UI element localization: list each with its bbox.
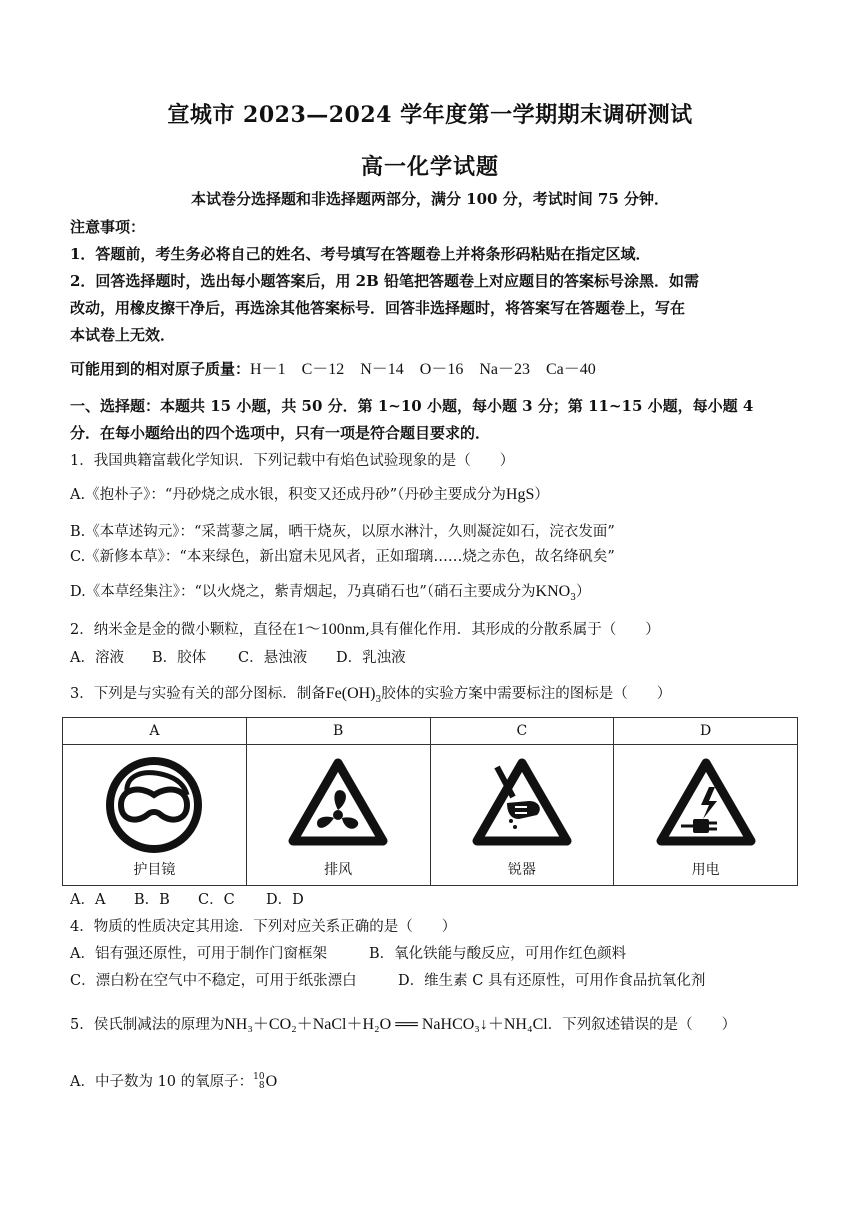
icons-header-c: C — [430, 718, 614, 745]
notes-item-2-line-1: 2．回答选择题时，选出每小题答案后，用 2B 铅笔把答题卷上对应题目的答案标号涂黑．如需 — [70, 272, 700, 290]
q4-stem: 4．物质的性质决定其用途．下列对应关系正确的是（ ） — [70, 919, 457, 935]
icons-caption-a: 护目镜 — [133, 862, 176, 878]
q5-option-a-text: A．中子数为 10 的氧原子： — [70, 1074, 254, 1090]
q5-isotope-symbol: O — [265, 1073, 278, 1090]
q1-option-b: B.《本草述钩元》：“采蒿蓼之属，晒干烧灰，以原水淋汁，久则凝淀如石，浣衣发面” — [70, 524, 615, 540]
q1-stem: 1．我国典籍富载化学知识．下列记载中有焰色试验现象的是（ ） — [70, 453, 515, 469]
q3-option-c: C．C — [198, 892, 235, 908]
q5-stem — [70, 1015, 736, 1035]
lab-icons-table — [62, 717, 798, 886]
q4-option-a: A．铝有强还原性，可用于制作门窗框架 — [70, 946, 327, 962]
q5-mass-number: 10 — [253, 1072, 265, 1082]
q2-option-a: A．溶液 — [70, 650, 124, 666]
q5-stem-pre: 5．侯氏制减法的原理为 — [70, 1017, 225, 1033]
q1-option-a — [70, 485, 549, 505]
q2-option-b: B．胶体 — [152, 650, 207, 666]
q2-stem-formula: 1～100nm — [296, 621, 366, 638]
icons-caption-d: 用电 — [691, 862, 720, 878]
q5-option-a — [70, 1072, 277, 1092]
q3-options — [70, 890, 304, 910]
notes-item-2-line-2: 改动，用橡皮擦干净后，再选涂其他答案标号．回答非选择题时，将答案写在答题卷上，写在 — [70, 299, 686, 317]
q3-option-b: B．B — [134, 892, 170, 908]
q4-option-c: C．漂白粉在空气中不稳定，可用于纸张漂白 — [70, 973, 357, 989]
q5-isotope-numbers — [253, 1073, 264, 1091]
icons-cell-b — [246, 745, 430, 886]
q3-stem-pre: 3．下列是与实验有关的部分图标．制备 — [70, 686, 326, 702]
q2-stem — [70, 620, 660, 640]
q1-option-d-end: ） — [575, 584, 591, 600]
q3-stem-formula: Fe(OH) — [325, 685, 376, 702]
q5-stem-post: ．下列叙述错误的是（ ） — [547, 1017, 737, 1033]
q1-option-d-formula: KNO — [535, 583, 571, 600]
icons-cell-a — [63, 745, 247, 886]
q4-option-d: D．维生素 C 具有还原性，可用作食品抗氧化剂 — [398, 973, 706, 989]
q1-option-d — [70, 582, 590, 608]
notes-heading: 注意事项： — [70, 218, 146, 236]
q2-stem-pre: 2．纳米金是金的微小颗粒，直径在 — [70, 622, 297, 638]
notes-item-1: 1．答题前，考生务必将自己的姓名、考号填写在答题卷上并将条形码粘贴在指定区域． — [70, 245, 651, 263]
q5-equation: NH₃＋CO₂＋NaCl＋H₂O ══ NaHCO₃↓＋NH₄Cl — [224, 1016, 548, 1033]
icons-header-a: A — [63, 718, 247, 745]
q1-option-a-end: ） — [534, 487, 549, 503]
exam-title: 宣城市 2023—2024 学年度第一学期期末调研测试 — [167, 102, 693, 128]
q1-option-a-text: A.《抱朴子》：“丹砂烧之成水银，积变又还成丹砂”（丹砂主要成分为 — [70, 487, 506, 503]
q4-options-row-1 — [70, 944, 626, 964]
q3-option-a: A．A — [70, 892, 106, 908]
q2-option-c: C．悬浊液 — [238, 650, 308, 666]
atomic-mass-label: 可能用到的相对原子质量： — [70, 360, 251, 378]
q3-stem-post: 胶体的实验方案中需要标注的图标是（ ） — [381, 686, 672, 702]
q1-option-a-formula: HgS — [505, 486, 535, 503]
icons-header-d: D — [614, 718, 798, 745]
icons-caption-c: 锐器 — [507, 862, 536, 878]
atomic-mass-values: H－1 C－12 N－14 O－16 Na－23 Ca－40 — [250, 361, 596, 378]
q1-option-c: C.《新修本草》：“本来绿色，新出窟未见风者，正如瑠璃……烧之赤色，故名绛矾矣” — [70, 549, 615, 565]
icons-caption-b: 排风 — [324, 862, 353, 878]
q2-stem-post: ,具有催化作用．其形成的分散系属于（ ） — [365, 622, 660, 638]
exam-subtitle: 高一化学试题 — [360, 154, 499, 180]
q3-stem — [70, 684, 671, 710]
exam-intro: 本试卷分选择题和非选择题两部分，满分 100 分，考试时间 75 分钟． — [190, 190, 670, 208]
q2-options — [70, 648, 406, 668]
q5-atomic-number: 8 — [258, 1081, 265, 1091]
q1-option-d-text: D.《本草经集注》：“以火烧之，紫青烟起，乃真硝石也”（硝石主要成分为 — [70, 584, 536, 600]
goggles-icon — [99, 753, 209, 853]
fan-icon — [283, 753, 393, 853]
q4-options-row-2 — [70, 971, 705, 991]
q3-option-d: D．D — [266, 892, 304, 908]
sharp-object-icon — [467, 753, 577, 853]
icons-cell-c — [430, 745, 614, 886]
q2-option-d: D．乳浊液 — [336, 650, 406, 666]
icons-header-b: B — [246, 718, 430, 745]
icons-cell-d — [614, 745, 798, 886]
q4-option-b: B．氧化铁能与酸反应，可用作红色颜料 — [369, 946, 627, 962]
section-1-line-1: 一、选择题：本题共 15 小题，共 50 分．第 1~10 小题，每小题 3 分；第 11~15 小题，每小题 4 — [70, 397, 754, 415]
q1-option-d-subscript: 3 — [570, 592, 576, 603]
atomic-mass-line — [70, 359, 596, 380]
notes-item-2-line-3: 本试卷上无效． — [70, 326, 176, 344]
q3-stem-subscript: 3 — [375, 694, 382, 705]
electricity-icon — [651, 753, 761, 853]
section-1-line-2: 分．在每小题给出的四个选项中，只有一项是符合题目要求的． — [70, 424, 491, 442]
